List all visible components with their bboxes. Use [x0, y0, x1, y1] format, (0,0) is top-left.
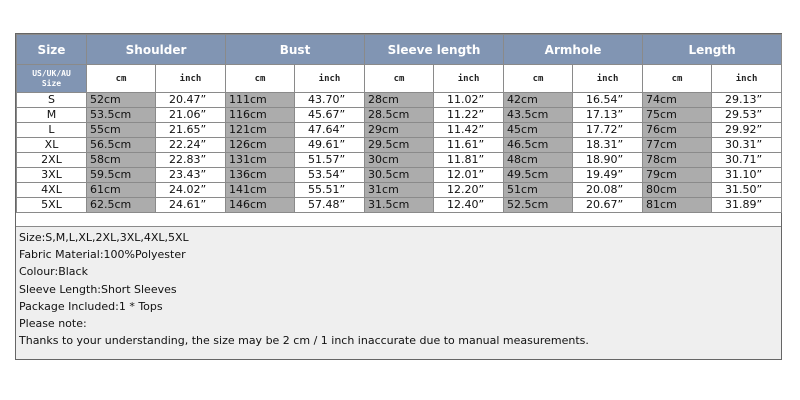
size-cell: L: [17, 123, 87, 138]
cm-value-cell: 141cm: [226, 183, 295, 198]
cm-value-cell: 81cm: [643, 198, 712, 213]
cm-value-cell: 111cm: [226, 93, 295, 108]
note-line: Please note:: [19, 317, 87, 331]
inch-value-cell: 11.02”: [434, 93, 504, 108]
size-cell: 5XL: [17, 198, 87, 213]
header-bust: Bust: [226, 35, 365, 65]
header-sleeve-length: Sleeve length: [365, 35, 504, 65]
cm-value-cell: 28.5cm: [365, 108, 434, 123]
note-line: Colour:Black: [19, 265, 88, 279]
inch-value-cell: 53.54”: [295, 168, 365, 183]
inch-value-cell: 11.81”: [434, 153, 504, 168]
unit-cm: cm: [504, 65, 573, 93]
inch-value-cell: 22.83”: [156, 153, 226, 168]
size-cell: 3XL: [17, 168, 87, 183]
inch-value-cell: 31.50”: [712, 183, 782, 198]
size-cell: 2XL: [17, 153, 87, 168]
unit-inch: inch: [156, 65, 226, 93]
cm-value-cell: 62.5cm: [87, 198, 156, 213]
inch-value-cell: 12.01”: [434, 168, 504, 183]
cm-value-cell: 30.5cm: [365, 168, 434, 183]
inch-value-cell: 11.42”: [434, 123, 504, 138]
table-row: [17, 123, 782, 138]
table-row: [17, 153, 782, 168]
inch-value-cell: 19.49”: [573, 168, 643, 183]
table-row: [17, 93, 782, 108]
cm-value-cell: 80cm: [643, 183, 712, 198]
cm-value-cell: 77cm: [643, 138, 712, 153]
cm-value-cell: 79cm: [643, 168, 712, 183]
note-line: Size:S,M,L,XL,2XL,3XL,4XL,5XL: [19, 231, 189, 244]
unit-cm: cm: [226, 65, 295, 93]
header-armhole: Armhole: [504, 35, 643, 65]
inch-value-cell: 45.67”: [295, 108, 365, 123]
inch-value-cell: 24.02”: [156, 183, 226, 198]
unit-cm: cm: [87, 65, 156, 93]
inch-value-cell: 30.31”: [712, 138, 782, 153]
inch-value-cell: 47.64”: [295, 123, 365, 138]
cm-value-cell: 53.5cm: [87, 108, 156, 123]
inch-value-cell: 11.22”: [434, 108, 504, 123]
inch-value-cell: 30.71”: [712, 153, 782, 168]
note-line: Thanks to your understanding, the size may be 2 cm / 1 inch inaccurate due to manual measurements.: [19, 334, 589, 348]
cm-value-cell: 42cm: [504, 93, 573, 108]
inch-value-cell: 18.90”: [573, 153, 643, 168]
inch-value-cell: 18.31”: [573, 138, 643, 153]
cm-value-cell: 136cm: [226, 168, 295, 183]
inch-value-cell: 24.61”: [156, 198, 226, 213]
inch-value-cell: 49.61”: [295, 138, 365, 153]
inch-value-cell: 29.13”: [712, 93, 782, 108]
unit-cm: cm: [643, 65, 712, 93]
cm-value-cell: 75cm: [643, 108, 712, 123]
size-region-label: US/UK/AU: [32, 68, 71, 78]
inch-value-cell: 51.57”: [295, 153, 365, 168]
inch-value-cell: 12.20”: [434, 183, 504, 198]
inch-value-cell: 12.40”: [434, 198, 504, 213]
cm-value-cell: 51cm: [504, 183, 573, 198]
inch-value-cell: 29.53”: [712, 108, 782, 123]
size-cell: S: [17, 93, 87, 108]
note-line: Package Included:1 * Tops: [19, 299, 163, 313]
inch-value-cell: 31.10”: [712, 168, 782, 183]
note-line: Sleeve Length:Short Sleeves: [19, 282, 177, 296]
header-size-region: [17, 65, 87, 93]
size-cell: M: [17, 108, 87, 123]
cm-value-cell: 28cm: [365, 93, 434, 108]
cm-value-cell: 121cm: [226, 123, 295, 138]
inch-value-cell: 43.70”: [295, 93, 365, 108]
table-row: [17, 138, 782, 153]
note-line: Fabric Material:100%Polyester: [19, 248, 186, 262]
cm-value-cell: 61cm: [87, 183, 156, 198]
cm-value-cell: 49.5cm: [504, 168, 573, 183]
inch-value-cell: 21.65”: [156, 123, 226, 138]
size-chart: [15, 33, 782, 360]
cm-value-cell: 56.5cm: [87, 138, 156, 153]
header-size: Size: [17, 35, 87, 65]
size-cell: 4XL: [17, 183, 87, 198]
header-row-units: [17, 65, 782, 93]
cm-value-cell: 30cm: [365, 153, 434, 168]
inch-value-cell: 20.47”: [156, 93, 226, 108]
cm-value-cell: 146cm: [226, 198, 295, 213]
size-sub-label: Size: [41, 78, 62, 88]
unit-cm: cm: [365, 65, 434, 93]
product-notes: [16, 226, 781, 359]
header-length: Length: [643, 35, 782, 65]
inch-value-cell: 16.54”: [573, 93, 643, 108]
cm-value-cell: 78cm: [643, 153, 712, 168]
inch-value-cell: 11.61”: [434, 138, 504, 153]
cm-value-cell: 29.5cm: [365, 138, 434, 153]
table-row: [17, 198, 782, 213]
inch-value-cell: 57.48”: [295, 198, 365, 213]
table-body: [17, 93, 782, 213]
cm-value-cell: 43.5cm: [504, 108, 573, 123]
inch-value-cell: 29.92”: [712, 123, 782, 138]
inch-value-cell: 23.43”: [156, 168, 226, 183]
inch-value-cell: 17.72”: [573, 123, 643, 138]
inch-value-cell: 31.89”: [712, 198, 782, 213]
inch-value-cell: 55.51”: [295, 183, 365, 198]
table-row: [17, 108, 782, 123]
inch-value-cell: 20.67”: [573, 198, 643, 213]
cm-value-cell: 126cm: [226, 138, 295, 153]
unit-inch: inch: [712, 65, 782, 93]
table-row: [17, 168, 782, 183]
cm-value-cell: 59.5cm: [87, 168, 156, 183]
header-shoulder: Shoulder: [87, 35, 226, 65]
size-table: [16, 34, 782, 213]
size-cell: XL: [17, 138, 87, 153]
cm-value-cell: 131cm: [226, 153, 295, 168]
unit-inch: inch: [434, 65, 504, 93]
inch-value-cell: 20.08”: [573, 183, 643, 198]
table-row: [17, 183, 782, 198]
cm-value-cell: 31.5cm: [365, 198, 434, 213]
inch-value-cell: 17.13”: [573, 108, 643, 123]
header-row-groups: [17, 35, 782, 65]
inch-value-cell: 22.24”: [156, 138, 226, 153]
unit-inch: inch: [295, 65, 365, 93]
cm-value-cell: 58cm: [87, 153, 156, 168]
cm-value-cell: 52cm: [87, 93, 156, 108]
cm-value-cell: 31cm: [365, 183, 434, 198]
cm-value-cell: 55cm: [87, 123, 156, 138]
cm-value-cell: 45cm: [504, 123, 573, 138]
cm-value-cell: 48cm: [504, 153, 573, 168]
cm-value-cell: 74cm: [643, 93, 712, 108]
cm-value-cell: 46.5cm: [504, 138, 573, 153]
unit-inch: inch: [573, 65, 643, 93]
cm-value-cell: 52.5cm: [504, 198, 573, 213]
cm-value-cell: 116cm: [226, 108, 295, 123]
inch-value-cell: 21.06”: [156, 108, 226, 123]
cm-value-cell: 29cm: [365, 123, 434, 138]
cm-value-cell: 76cm: [643, 123, 712, 138]
